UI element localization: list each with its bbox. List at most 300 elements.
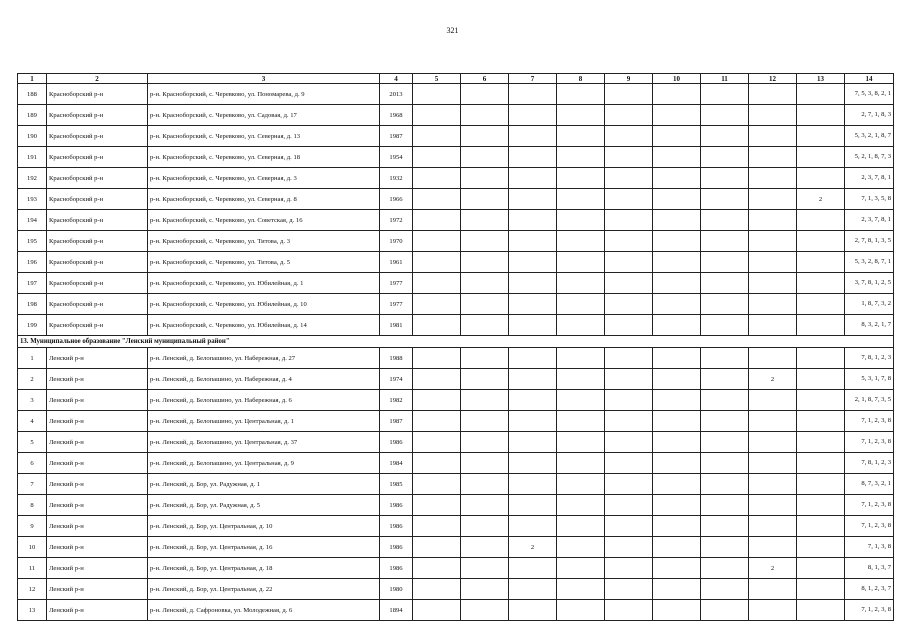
- col12-cell: [749, 348, 797, 369]
- col5-cell: [413, 147, 461, 168]
- column-header: 3: [148, 74, 380, 84]
- col5-cell: [413, 231, 461, 252]
- col5-cell: [413, 189, 461, 210]
- col13-cell: [797, 558, 845, 579]
- district-cell: Красноборский р-н: [47, 210, 148, 231]
- col8-cell: [557, 252, 605, 273]
- table-row: [18, 252, 894, 273]
- col14-cell: 1, 8, 7, 3, 2: [845, 294, 894, 315]
- col10-cell: [653, 105, 701, 126]
- col9-cell: [605, 411, 653, 432]
- table-row: [18, 105, 894, 126]
- col9-cell: [605, 147, 653, 168]
- district-cell: Ленский р-н: [47, 369, 148, 390]
- year-cell: 1986: [380, 495, 413, 516]
- col10-cell: [653, 432, 701, 453]
- col7-cell: [509, 579, 557, 600]
- col8-cell: [557, 390, 605, 411]
- col10-cell: [653, 558, 701, 579]
- table-row: [18, 84, 894, 105]
- col12-cell: [749, 600, 797, 621]
- district-cell: Ленский р-н: [47, 495, 148, 516]
- col13-cell: [797, 579, 845, 600]
- col11-cell: [701, 579, 749, 600]
- col13-cell: [797, 411, 845, 432]
- col8-cell: [557, 189, 605, 210]
- col6-cell: [461, 369, 509, 390]
- column-header: 10: [653, 74, 701, 84]
- col13-cell: [797, 84, 845, 105]
- col7-cell: 2: [509, 537, 557, 558]
- col11-cell: [701, 495, 749, 516]
- district-cell: Ленский р-н: [47, 453, 148, 474]
- col10-cell: [653, 294, 701, 315]
- district-cell: Ленский р-н: [47, 348, 148, 369]
- col10-cell: [653, 579, 701, 600]
- table-row: [18, 231, 894, 252]
- col12-cell: [749, 453, 797, 474]
- col8-cell: [557, 579, 605, 600]
- col13-cell: [797, 147, 845, 168]
- year-cell: 1982: [380, 390, 413, 411]
- row-number-cell: 192: [18, 168, 47, 189]
- col8-cell: [557, 315, 605, 336]
- table-row: [18, 495, 894, 516]
- col9-cell: [605, 294, 653, 315]
- col12-cell: [749, 231, 797, 252]
- address-cell: р-н. Ленский, д. Белопашино, ул. Центральная, д. 9: [148, 453, 380, 474]
- col5-cell: [413, 126, 461, 147]
- col12-cell: [749, 516, 797, 537]
- col9-cell: [605, 537, 653, 558]
- col12-cell: [749, 168, 797, 189]
- col12-cell: [749, 294, 797, 315]
- col11-cell: [701, 390, 749, 411]
- col5-cell: [413, 411, 461, 432]
- col11-cell: [701, 600, 749, 621]
- col7-cell: [509, 210, 557, 231]
- row-number-cell: 5: [18, 432, 47, 453]
- col13-cell: [797, 474, 845, 495]
- address-cell: р-н. Красноборский, с. Черевково, ул. Советская, д. 16: [148, 210, 380, 231]
- col11-cell: [701, 231, 749, 252]
- col14-cell: 5, 3, 2, 8, 7, 1: [845, 252, 894, 273]
- col9-cell: [605, 189, 653, 210]
- col11-cell: [701, 558, 749, 579]
- year-cell: 1961: [380, 252, 413, 273]
- col12-cell: [749, 273, 797, 294]
- col11-cell: [701, 432, 749, 453]
- col10-cell: [653, 411, 701, 432]
- col14-cell: 2, 1, 8, 7, 3, 5: [845, 390, 894, 411]
- col9-cell: [605, 474, 653, 495]
- col7-cell: [509, 474, 557, 495]
- table-row: [18, 348, 894, 369]
- col13-cell: [797, 390, 845, 411]
- col6-cell: [461, 474, 509, 495]
- col10-cell: [653, 453, 701, 474]
- district-cell: Ленский р-н: [47, 537, 148, 558]
- col6-cell: [461, 315, 509, 336]
- col9-cell: [605, 168, 653, 189]
- year-cell: 1985: [380, 474, 413, 495]
- year-cell: 1974: [380, 369, 413, 390]
- col7-cell: [509, 315, 557, 336]
- col5-cell: [413, 84, 461, 105]
- col9-cell: [605, 210, 653, 231]
- col14-cell: 7, 1, 2, 3, 8: [845, 432, 894, 453]
- col10-cell: [653, 231, 701, 252]
- col9-cell: [605, 84, 653, 105]
- col5-cell: [413, 294, 461, 315]
- column-header: 9: [605, 74, 653, 84]
- row-number-cell: 7: [18, 474, 47, 495]
- address-cell: р-н. Красноборский, с. Черевково, ул. Северная, д. 3: [148, 168, 380, 189]
- col7-cell: [509, 84, 557, 105]
- district-cell: Красноборский р-н: [47, 126, 148, 147]
- col12-cell: [749, 210, 797, 231]
- address-cell: р-н. Ленский, д. Бор, ул. Центральная, д. 16: [148, 537, 380, 558]
- col13-cell: [797, 126, 845, 147]
- district-cell: Ленский р-н: [47, 432, 148, 453]
- year-cell: 1954: [380, 147, 413, 168]
- row-number-cell: 6: [18, 453, 47, 474]
- col10-cell: [653, 390, 701, 411]
- row-number-cell: 193: [18, 189, 47, 210]
- col14-cell: 2, 3, 7, 8, 1: [845, 168, 894, 189]
- address-cell: р-н. Красноборский, с. Черевково, ул. Юбилейная, д. 10: [148, 294, 380, 315]
- col5-cell: [413, 210, 461, 231]
- col5-cell: [413, 252, 461, 273]
- col6-cell: [461, 558, 509, 579]
- column-header: 13: [797, 74, 845, 84]
- col10-cell: [653, 516, 701, 537]
- col6-cell: [461, 210, 509, 231]
- col12-cell: 2: [749, 369, 797, 390]
- district-cell: Красноборский р-н: [47, 273, 148, 294]
- row-number-cell: 189: [18, 105, 47, 126]
- col11-cell: [701, 84, 749, 105]
- col6-cell: [461, 168, 509, 189]
- col6-cell: [461, 147, 509, 168]
- col10-cell: [653, 348, 701, 369]
- col9-cell: [605, 273, 653, 294]
- table-row: [18, 453, 894, 474]
- district-cell: Красноборский р-н: [47, 294, 148, 315]
- address-cell: р-н. Красноборский, с. Черевково, ул. Титова, д. 3: [148, 231, 380, 252]
- col10-cell: [653, 210, 701, 231]
- col10-cell: [653, 495, 701, 516]
- section-title: 13. Муниципальное образование "Ленский муниципальный район": [18, 336, 894, 348]
- row-number-cell: 196: [18, 252, 47, 273]
- address-cell: р-н. Ленский, д. Белопашино, ул. Центральная, д. 37: [148, 432, 380, 453]
- row-number-cell: 198: [18, 294, 47, 315]
- district-cell: Красноборский р-н: [47, 147, 148, 168]
- row-number-cell: 197: [18, 273, 47, 294]
- col10-cell: [653, 537, 701, 558]
- district-cell: Ленский р-н: [47, 558, 148, 579]
- table-row: [18, 579, 894, 600]
- col11-cell: [701, 273, 749, 294]
- table-row: [18, 294, 894, 315]
- col7-cell: [509, 294, 557, 315]
- col7-cell: [509, 252, 557, 273]
- district-cell: Красноборский р-н: [47, 168, 148, 189]
- col11-cell: [701, 474, 749, 495]
- row-number-cell: 190: [18, 126, 47, 147]
- table-row: [18, 390, 894, 411]
- col6-cell: [461, 432, 509, 453]
- col7-cell: [509, 231, 557, 252]
- col14-cell: 2, 7, 1, 8, 3: [845, 105, 894, 126]
- col8-cell: [557, 147, 605, 168]
- col10-cell: [653, 600, 701, 621]
- address-cell: р-н. Ленский, д. Бор, ул. Радужная, д. 5: [148, 495, 380, 516]
- col6-cell: [461, 537, 509, 558]
- row-number-cell: 2: [18, 369, 47, 390]
- col7-cell: [509, 432, 557, 453]
- col7-cell: [509, 189, 557, 210]
- col7-cell: [509, 273, 557, 294]
- column-header: 11: [701, 74, 749, 84]
- address-cell: р-н. Красноборский, с. Черевково, ул. Садовая, д. 17: [148, 105, 380, 126]
- address-cell: р-н. Красноборский, с. Черевково, ул. Юбилейная, д. 1: [148, 273, 380, 294]
- col11-cell: [701, 168, 749, 189]
- row-number-cell: 1: [18, 348, 47, 369]
- district-cell: Красноборский р-н: [47, 105, 148, 126]
- year-cell: 1977: [380, 273, 413, 294]
- column-header: 8: [557, 74, 605, 84]
- address-cell: р-н. Красноборский, с. Черевково, ул. Пономарева, д. 9: [148, 84, 380, 105]
- col7-cell: [509, 453, 557, 474]
- col12-cell: [749, 84, 797, 105]
- col13-cell: [797, 537, 845, 558]
- col5-cell: [413, 516, 461, 537]
- col9-cell: [605, 516, 653, 537]
- col8-cell: [557, 558, 605, 579]
- address-cell: р-н. Ленский, д. Белопашино, ул. Набережная, д. 4: [148, 369, 380, 390]
- col7-cell: [509, 126, 557, 147]
- col6-cell: [461, 273, 509, 294]
- col7-cell: [509, 516, 557, 537]
- year-cell: 1986: [380, 516, 413, 537]
- col6-cell: [461, 495, 509, 516]
- column-header: 12: [749, 74, 797, 84]
- col10-cell: [653, 273, 701, 294]
- district-cell: Красноборский р-н: [47, 189, 148, 210]
- col6-cell: [461, 390, 509, 411]
- col6-cell: [461, 600, 509, 621]
- col9-cell: [605, 105, 653, 126]
- col14-cell: 7, 5, 3, 8, 2, 1: [845, 84, 894, 105]
- district-cell: Ленский р-н: [47, 474, 148, 495]
- col12-cell: 2: [749, 558, 797, 579]
- col8-cell: [557, 474, 605, 495]
- column-header: 5: [413, 74, 461, 84]
- col6-cell: [461, 294, 509, 315]
- address-cell: р-н. Ленский, д. Бор, ул. Радужная, д. 1: [148, 474, 380, 495]
- year-cell: 1986: [380, 558, 413, 579]
- district-cell: Ленский р-н: [47, 516, 148, 537]
- col5-cell: [413, 369, 461, 390]
- col5-cell: [413, 168, 461, 189]
- table-row: [18, 315, 894, 336]
- year-cell: 1986: [380, 537, 413, 558]
- col5-cell: [413, 579, 461, 600]
- col14-cell: 7, 1, 2, 3, 8: [845, 600, 894, 621]
- col14-cell: 8, 3, 2, 1, 7: [845, 315, 894, 336]
- col13-cell: [797, 210, 845, 231]
- col10-cell: [653, 147, 701, 168]
- address-cell: р-н. Ленский, д. Сафроновка, ул. Молодежная, д. 6: [148, 600, 380, 621]
- col13-cell: [797, 432, 845, 453]
- col11-cell: [701, 537, 749, 558]
- col13-cell: [797, 252, 845, 273]
- column-header: 4: [380, 74, 413, 84]
- table-row: [18, 411, 894, 432]
- year-cell: 1986: [380, 432, 413, 453]
- year-cell: 1966: [380, 189, 413, 210]
- col8-cell: [557, 516, 605, 537]
- col14-cell: 8, 7, 3, 2, 1: [845, 474, 894, 495]
- col13-cell: [797, 231, 845, 252]
- col10-cell: [653, 84, 701, 105]
- col8-cell: [557, 273, 605, 294]
- col8-cell: [557, 432, 605, 453]
- row-number-cell: 191: [18, 147, 47, 168]
- col6-cell: [461, 411, 509, 432]
- district-cell: Красноборский р-н: [47, 231, 148, 252]
- col8-cell: [557, 168, 605, 189]
- table-row: [18, 189, 894, 210]
- year-cell: 1932: [380, 168, 413, 189]
- address-cell: р-н. Ленский, д. Белопашино, ул. Набережная, д. 6: [148, 390, 380, 411]
- column-header: 6: [461, 74, 509, 84]
- col12-cell: [749, 411, 797, 432]
- col8-cell: [557, 231, 605, 252]
- col9-cell: [605, 579, 653, 600]
- col12-cell: [749, 252, 797, 273]
- col11-cell: [701, 294, 749, 315]
- year-cell: 1968: [380, 105, 413, 126]
- row-number-cell: 188: [18, 84, 47, 105]
- col5-cell: [413, 453, 461, 474]
- col9-cell: [605, 432, 653, 453]
- year-cell: 1894: [380, 600, 413, 621]
- col12-cell: [749, 495, 797, 516]
- col8-cell: [557, 600, 605, 621]
- col14-cell: 7, 1, 2, 3, 8: [845, 411, 894, 432]
- year-cell: 1988: [380, 348, 413, 369]
- col12-cell: [749, 432, 797, 453]
- row-number-cell: 194: [18, 210, 47, 231]
- col7-cell: [509, 369, 557, 390]
- year-cell: 1972: [380, 210, 413, 231]
- address-cell: р-н. Красноборский, с. Черевково, ул. Северная, д. 18: [148, 147, 380, 168]
- col10-cell: [653, 126, 701, 147]
- col14-cell: 8, 1, 2, 3, 7: [845, 579, 894, 600]
- table-row: [18, 474, 894, 495]
- table-row: [18, 210, 894, 231]
- table-row: [18, 516, 894, 537]
- year-cell: 1987: [380, 411, 413, 432]
- col8-cell: [557, 84, 605, 105]
- col13-cell: [797, 516, 845, 537]
- col5-cell: [413, 537, 461, 558]
- row-number-cell: 12: [18, 579, 47, 600]
- col12-cell: [749, 390, 797, 411]
- col13-cell: [797, 315, 845, 336]
- col14-cell: 5, 2, 1, 8, 7, 3: [845, 147, 894, 168]
- col9-cell: [605, 231, 653, 252]
- row-number-cell: 3: [18, 390, 47, 411]
- col9-cell: [605, 369, 653, 390]
- col11-cell: [701, 105, 749, 126]
- col10-cell: [653, 189, 701, 210]
- year-cell: 1984: [380, 453, 413, 474]
- col9-cell: [605, 495, 653, 516]
- page-number: 321: [446, 26, 459, 35]
- col5-cell: [413, 390, 461, 411]
- row-number-cell: 195: [18, 231, 47, 252]
- col6-cell: [461, 453, 509, 474]
- col11-cell: [701, 453, 749, 474]
- column-header: 2: [47, 74, 148, 84]
- address-cell: р-н. Красноборский, с. Черевково, ул. Юбилейная, д. 14: [148, 315, 380, 336]
- row-number-cell: 8: [18, 495, 47, 516]
- col8-cell: [557, 453, 605, 474]
- district-cell: Ленский р-н: [47, 600, 148, 621]
- table-row: [18, 273, 894, 294]
- col14-cell: 7, 1, 2, 3, 8: [845, 495, 894, 516]
- address-cell: р-н. Ленский, д. Бор, ул. Центральная, д. 10: [148, 516, 380, 537]
- col12-cell: [749, 189, 797, 210]
- col7-cell: [509, 105, 557, 126]
- table-row: [18, 600, 894, 621]
- col10-cell: [653, 252, 701, 273]
- district-cell: Красноборский р-н: [47, 315, 148, 336]
- table-row: [18, 558, 894, 579]
- col13-cell: 2: [797, 189, 845, 210]
- row-number-cell: 10: [18, 537, 47, 558]
- col12-cell: [749, 537, 797, 558]
- col13-cell: [797, 495, 845, 516]
- col5-cell: [413, 273, 461, 294]
- col13-cell: [797, 600, 845, 621]
- col11-cell: [701, 411, 749, 432]
- col10-cell: [653, 315, 701, 336]
- col6-cell: [461, 126, 509, 147]
- col6-cell: [461, 579, 509, 600]
- col9-cell: [605, 453, 653, 474]
- col5-cell: [413, 432, 461, 453]
- table-row: [18, 147, 894, 168]
- col8-cell: [557, 369, 605, 390]
- col12-cell: [749, 579, 797, 600]
- row-number-cell: 11: [18, 558, 47, 579]
- col7-cell: [509, 390, 557, 411]
- col5-cell: [413, 474, 461, 495]
- col10-cell: [653, 168, 701, 189]
- col9-cell: [605, 315, 653, 336]
- row-number-cell: 4: [18, 411, 47, 432]
- col7-cell: [509, 495, 557, 516]
- address-cell: р-н. Ленский, д. Белопашино, ул. Набережная, д. 27: [148, 348, 380, 369]
- col14-cell: 7, 1, 3, 5, 8: [845, 189, 894, 210]
- column-header: 1: [18, 74, 47, 84]
- col5-cell: [413, 315, 461, 336]
- col7-cell: [509, 348, 557, 369]
